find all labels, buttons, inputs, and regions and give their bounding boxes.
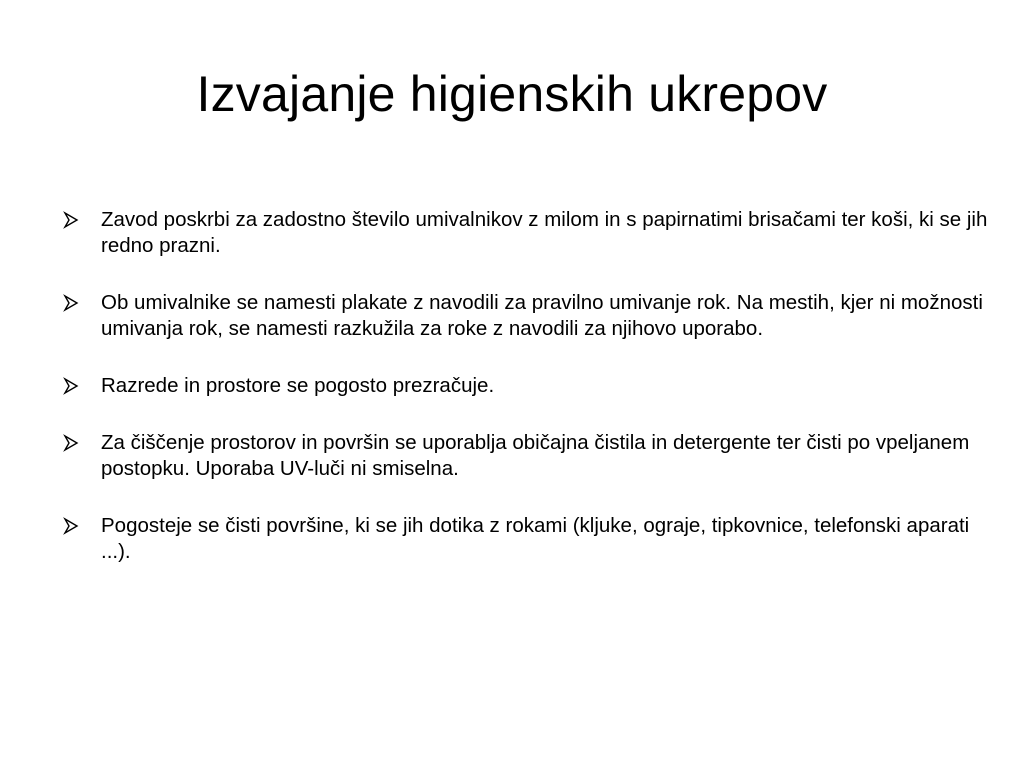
list-item: [62, 430, 1002, 482]
bullet-text: Zavod poskrbi za zadostno število umivalnikov z milom in s papirnatimi brisačami ter koši, ki se jih redno prazni.: [101, 208, 988, 257]
arrowhead-bullet-icon: [62, 211, 80, 229]
arrowhead-bullet-icon: [62, 517, 80, 535]
list-item: [62, 373, 1002, 399]
list-item: [62, 207, 1002, 259]
bullet-list: [62, 207, 1002, 596]
bullet-text: Razrede in prostore se pogosto prezračuje.: [101, 374, 495, 397]
list-item: [62, 290, 1002, 342]
arrowhead-bullet-icon: [62, 434, 80, 452]
slide-title: Izvajanje higienskih ukrepov: [196, 66, 828, 122]
bullet-text: Ob umivalnike se namesti plakate z navodili za pravilno umivanje rok. Na mestih, kjer ni možnosti umivanja rok, se namesti razkužila za roke z navodili za njihovo uporabo.: [101, 291, 983, 340]
bullet-text: Za čiščenje prostorov in površin se uporablja običajna čistila in detergente ter čisti po vpeljanem postopku. Uporaba UV-luči ni smiselna.: [101, 431, 970, 480]
bullet-text: Pogosteje se čisti površine, ki se jih dotika z rokami (kljuke, ograje, tipkovnice, telefonski aparati ...).: [101, 514, 970, 563]
arrowhead-bullet-icon: [62, 294, 80, 312]
list-item: [62, 513, 1002, 565]
arrowhead-bullet-icon: [62, 377, 80, 395]
